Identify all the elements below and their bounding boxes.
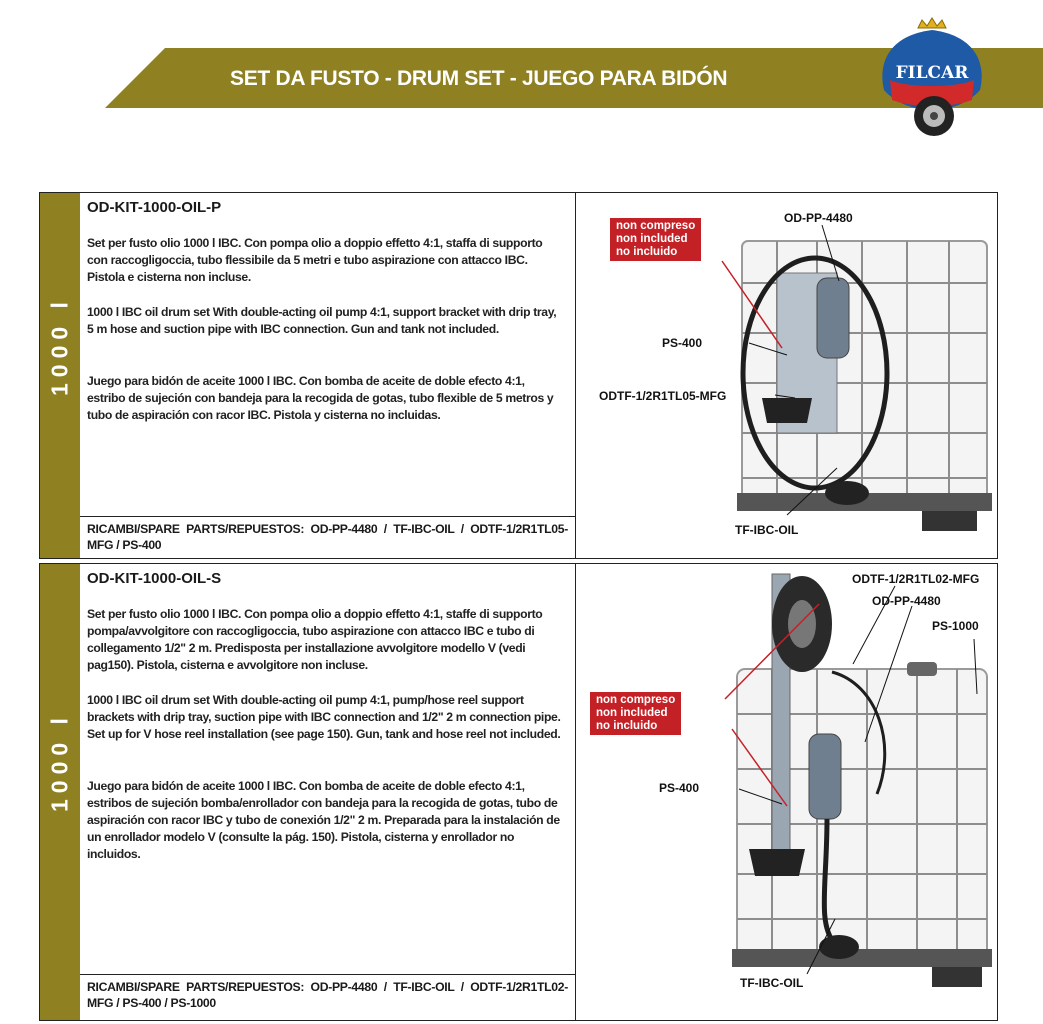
callout-bracket: PS-400	[662, 336, 703, 350]
description-column	[80, 564, 576, 1020]
product-code: OD-KIT-1000-OIL-P	[87, 199, 222, 216]
description-english: 1000 l IBC oil drum set With double-acting oil pump 4:1, support bracket with drip tray, 5 m hose and suction pipe with IBC connection. Gun and tank not included.	[87, 305, 557, 336]
product-code: OD-KIT-1000-OIL-S	[87, 570, 222, 587]
logo-text: FILCAR	[895, 63, 969, 83]
callout-hose: ODTF-1/2R1TL05-MFG	[599, 389, 727, 403]
spare-parts: RICAMBI/SPARE PARTS/REPUESTOS: OD-PP-4480 / TF-IBC-OIL / ODTF-1/2R1TL02-MFG / PS-400 / PS-1000	[80, 974, 575, 1020]
spare-parts: RICAMBI/SPARE PARTS/REPUESTOS: OD-PP-4480 / TF-IBC-OIL / ODTF-1/2R1TL05-MFG / PS-400	[80, 516, 575, 558]
product-section-1	[39, 192, 998, 559]
description-column	[80, 193, 576, 558]
callout-suction: TF-IBC-OIL	[740, 976, 804, 990]
page-title: SET DA FUSTO - DRUM SET - JUEGO PARA BIDÓN	[230, 67, 728, 90]
callout-reel-bracket: PS-1000	[932, 619, 979, 633]
description-english: 1000 l IBC oil drum set With double-acting oil pump 4:1, pump/hose reel support brackets with drip tray, suction pipe with IBC connection and 1/2" 2 m connection pipe. Set up for V hose reel installation (see page 150). Gun, tank and hose reel not included.	[87, 693, 561, 741]
capacity-label: 1000 l	[46, 295, 73, 396]
callout-pump: OD-PP-4480	[784, 211, 853, 225]
side-tab	[40, 193, 80, 558]
callout-bracket: PS-400	[659, 781, 700, 795]
callout-pump: OD-PP-4480	[872, 594, 941, 608]
not-included-badge: non compreso non included no incluido	[590, 692, 681, 735]
capacity-label: 1000 l	[46, 712, 73, 812]
not-included-badge: non compreso non included no incluido	[610, 218, 701, 261]
callout-hose: ODTF-1/2R1TL02-MFG	[852, 572, 980, 586]
description-spanish: Juego para bidón de aceite 1000 l IBC. Con bomba de aceite de doble efecto 4:1, estribos de sujeción bomba/enrollador con bandeja para la recogida de gotas, tubo de aspiración con racor IBC y tubo de conexión 1/2" 2 m. Preparada para la instalación de un enrollador modelo V (consulte la pág. 150). Pistola, cisterna y enrollador no incluidos.	[87, 779, 560, 861]
description-italian: Set per fusto olio 1000 l IBC. Con pompa olio a doppio effetto 4:1, staffe di supporto pompa/avvolgitore con raccogligoccia, tubo aspirazione con attacco IBC e tubo di collegamento 1/2" 2 m. Predisposta per installazione avvolgitore modello V (vedi pag150). Pistola, cisterna e avvolgitore non incluse.	[87, 607, 543, 672]
filcar-logo	[872, 10, 992, 140]
description-spanish: Juego para bidón de aceite 1000 l IBC. Con bomba de aceite de doble efecto 4:1, estribo de sujeción con bandeja para la recogida de gotas, tubo flexible de 5 metros y tubo de aspiración con racor IBC. Pistola y cisterna no incluidas.	[87, 374, 554, 422]
description-italian: Set per fusto olio 1000 l IBC. Con pompa olio a doppio effetto 4:1, staffa di supporto con raccogligoccia, tubo flessibile da 5 metri e tubo aspirazione con attacco IBC. Pistola e cisterna non incluse.	[87, 236, 543, 284]
callout-suction: TF-IBC-OIL	[735, 523, 799, 537]
product-image	[577, 193, 996, 558]
product-section-2	[39, 563, 998, 1021]
product-image	[577, 564, 996, 1020]
side-tab	[40, 564, 80, 1020]
